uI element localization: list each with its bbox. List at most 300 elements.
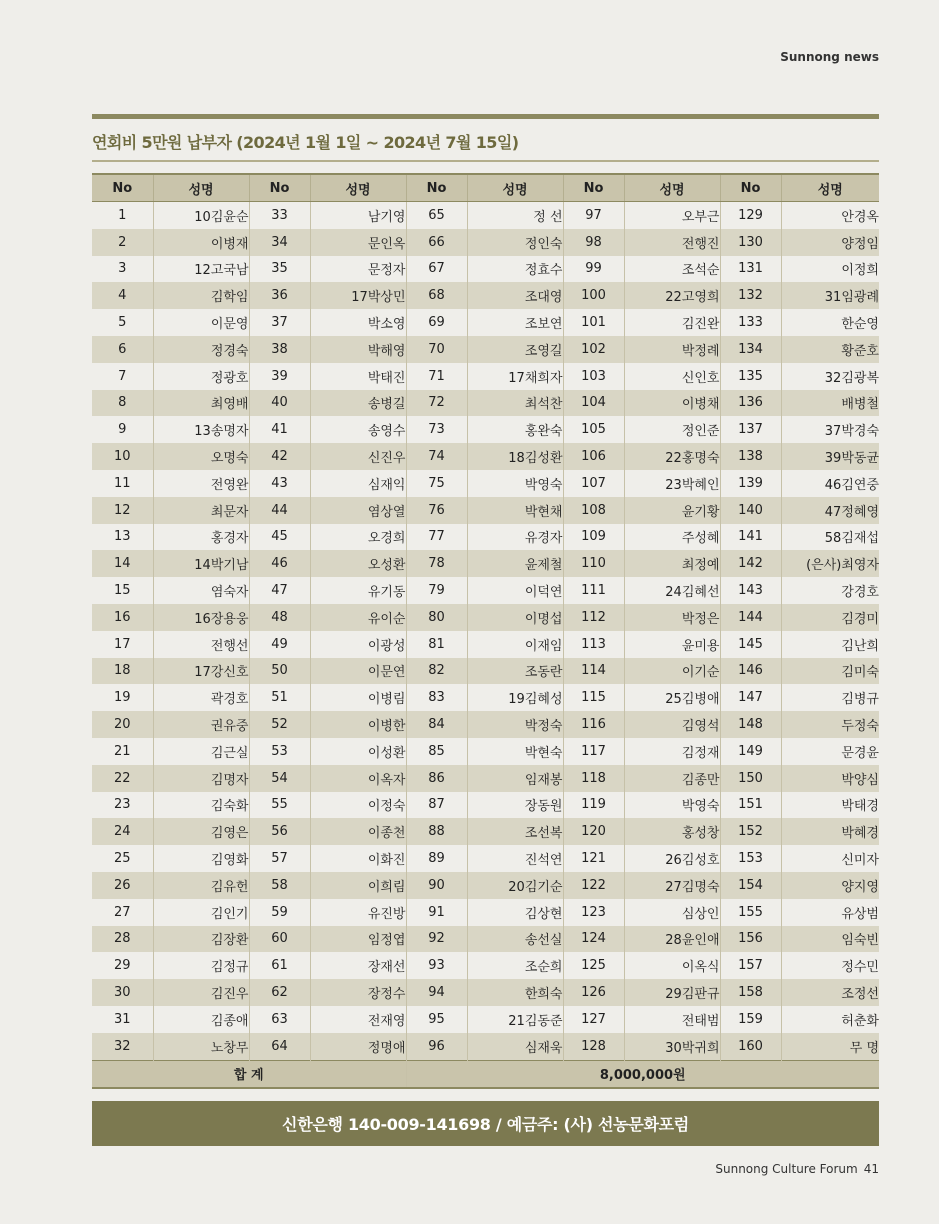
member-number: 123: [563, 899, 624, 926]
member-name: 박해영: [310, 336, 406, 363]
member-number: 17: [113, 636, 131, 652]
table-row: [92, 658, 879, 685]
member-name: 주성혜: [624, 524, 720, 551]
member-name: 조동란: [467, 658, 563, 685]
member-number: 3: [118, 261, 127, 277]
member-number: 159: [720, 1006, 781, 1033]
table-row: [92, 524, 879, 551]
member-name: 이재임: [467, 631, 563, 658]
member-number: 15: [113, 583, 131, 599]
member-number: 92: [406, 926, 467, 953]
column-header-name: 성명: [153, 174, 249, 202]
table-row: [92, 899, 879, 926]
member-name: 조대영: [467, 282, 563, 309]
member-name: 양정임: [781, 229, 879, 256]
table-row: [92, 604, 879, 631]
member-number: 96: [406, 1033, 467, 1060]
table-row: [92, 792, 879, 819]
member-number: 42: [249, 443, 310, 470]
member-name: 안경옥: [781, 202, 879, 229]
member-number: 118: [563, 765, 624, 792]
member-number: 105: [563, 416, 624, 443]
member-name: 강경호: [781, 577, 879, 604]
bank-info-bar: [92, 1101, 879, 1146]
member-name: 김정규: [153, 952, 249, 979]
member-name: 유이순: [310, 604, 406, 631]
member-name: 박현숙: [467, 738, 563, 765]
member-name: 박현채: [467, 497, 563, 524]
member-name: 이병채: [624, 390, 720, 417]
member-name: 조보연: [467, 309, 563, 336]
member-number: 10: [92, 443, 153, 470]
member-number: 154: [720, 872, 781, 899]
member-name: 21김동준: [467, 1006, 563, 1033]
member-name: 심상인: [624, 899, 720, 926]
member-number: 88: [406, 818, 467, 845]
member-number: 157: [720, 952, 781, 979]
member-number: 5: [118, 315, 127, 331]
member-number: 81: [406, 631, 467, 658]
member-name: 이종천: [310, 818, 406, 845]
member-number: 21: [113, 743, 131, 759]
member-number: 29: [113, 958, 131, 974]
member-number: 34: [249, 229, 310, 256]
member-name: 이병한: [310, 711, 406, 738]
member-name: 39박동균: [781, 443, 879, 470]
member-name: 박태진: [310, 363, 406, 390]
member-number: 147: [720, 684, 781, 711]
member-number: 75: [406, 470, 467, 497]
table-row: [92, 416, 879, 443]
member-number: 12: [92, 497, 153, 524]
member-name: 이병림: [310, 684, 406, 711]
member-number: 8: [92, 390, 153, 417]
member-number: 26: [92, 872, 153, 899]
member-number: 47: [249, 577, 310, 604]
member-name: 22고영희: [624, 282, 720, 309]
table-row: [92, 738, 879, 765]
footer-label: Sunnong Culture Forum: [715, 1162, 858, 1176]
member-number: 130: [720, 229, 781, 256]
member-name: 13송명자: [153, 416, 249, 443]
member-name: 18김성환: [467, 443, 563, 470]
member-name: 이문영: [153, 309, 249, 336]
member-number: 87: [406, 792, 467, 819]
total-value: 8,000,000원: [406, 1060, 879, 1088]
member-name: 조석순: [624, 256, 720, 283]
member-name: 임재봉: [467, 765, 563, 792]
member-name: 문정자: [310, 256, 406, 283]
member-number: 86: [406, 765, 467, 792]
member-number: 27: [113, 904, 131, 920]
member-name: 윤제철: [467, 550, 563, 577]
member-number: 28: [92, 926, 153, 953]
member-number: 132: [720, 282, 781, 309]
column-header-name: 성명: [781, 174, 879, 202]
member-number: 158: [720, 979, 781, 1006]
member-name: 박정례: [624, 336, 720, 363]
table-row: [92, 336, 879, 363]
member-name: 김병규: [781, 684, 879, 711]
member-name: 최정예: [624, 550, 720, 577]
member-name: 문인옥: [310, 229, 406, 256]
member-number: 2: [92, 229, 153, 256]
table-row: [92, 229, 879, 256]
member-number: 109: [563, 524, 624, 551]
member-number: 131: [720, 256, 781, 283]
table-row: [92, 443, 879, 470]
member-name: 최영배: [153, 390, 249, 417]
member-name: 오경희: [310, 524, 406, 551]
member-name: 김진우: [153, 979, 249, 1006]
member-number: 124: [563, 926, 624, 953]
member-name: 58김재섭: [781, 524, 879, 551]
member-number: 80: [406, 604, 467, 631]
member-number: 78: [406, 550, 467, 577]
member-number: 1: [118, 207, 127, 223]
table-row: [92, 309, 879, 336]
member-number: 141: [720, 524, 781, 551]
page-number: 41: [863, 1162, 879, 1176]
table-row: [92, 872, 879, 899]
member-name: 12고국남: [153, 256, 249, 283]
member-number: 149: [720, 738, 781, 765]
member-name: 황준호: [781, 336, 879, 363]
member-name: 김장환: [153, 926, 249, 953]
member-number: 110: [563, 550, 624, 577]
member-name: 이광성: [310, 631, 406, 658]
table-row: [92, 577, 879, 604]
member-name: 양지영: [781, 872, 879, 899]
table-row: [92, 926, 879, 953]
member-name: 이희림: [310, 872, 406, 899]
table-body: [92, 202, 879, 1061]
member-number: 74: [406, 443, 467, 470]
member-number: 50: [249, 658, 310, 685]
member-number: 108: [563, 497, 624, 524]
member-number: 102: [563, 336, 624, 363]
member-name: 22홍명숙: [624, 443, 720, 470]
member-number: 137: [720, 416, 781, 443]
member-name: 이성환: [310, 738, 406, 765]
member-number: 120: [563, 818, 624, 845]
member-number: 142: [720, 550, 781, 577]
member-name: 정명애: [310, 1033, 406, 1060]
member-name: 46김연중: [781, 470, 879, 497]
member-name: 10김윤순: [153, 202, 249, 229]
member-number: 90: [406, 872, 467, 899]
member-name: 배병철: [781, 390, 879, 417]
member-name: 정 선: [467, 202, 563, 229]
member-number: 57: [249, 845, 310, 872]
table-row: [92, 282, 879, 309]
member-name: 염숙자: [153, 577, 249, 604]
member-number: 77: [406, 524, 467, 551]
member-number: 4: [92, 282, 153, 309]
member-name: 김종만: [624, 765, 720, 792]
member-name: 김학임: [153, 282, 249, 309]
member-name: 임숙빈: [781, 926, 879, 953]
member-number: 151: [720, 792, 781, 819]
member-number: 38: [249, 336, 310, 363]
member-number: 129: [720, 202, 781, 229]
member-name: 47정혜영: [781, 497, 879, 524]
member-name: 김영은: [153, 818, 249, 845]
member-number: 20: [92, 711, 153, 738]
column-header-no: No: [92, 174, 153, 202]
member-name: 17박상민: [310, 282, 406, 309]
member-number: 106: [563, 443, 624, 470]
member-name: 이병재: [153, 229, 249, 256]
member-number: 121: [563, 845, 624, 872]
member-name: 37박경숙: [781, 416, 879, 443]
member-number: 72: [406, 390, 467, 417]
member-number: 143: [720, 577, 781, 604]
member-number: 140: [720, 497, 781, 524]
member-name: 정효수: [467, 256, 563, 283]
member-number: 18: [92, 658, 153, 685]
member-number: 99: [563, 256, 624, 283]
member-number: 68: [406, 282, 467, 309]
member-name: 남기영: [310, 202, 406, 229]
member-name: 임정엽: [310, 926, 406, 953]
member-number: 128: [563, 1033, 624, 1060]
member-name: 김유헌: [153, 872, 249, 899]
title-rule: [92, 160, 879, 162]
member-number: 14: [92, 550, 153, 577]
member-name: 신진우: [310, 443, 406, 470]
member-number: 104: [563, 390, 624, 417]
member-number: 49: [249, 631, 310, 658]
member-number: 46: [249, 550, 310, 577]
member-name: 김정재: [624, 738, 720, 765]
member-name: 김난희: [781, 631, 879, 658]
member-name: 장정수: [310, 979, 406, 1006]
member-name: 조순희: [467, 952, 563, 979]
member-name: 장동원: [467, 792, 563, 819]
member-number: 31: [113, 1011, 131, 1027]
member-number: 139: [720, 470, 781, 497]
member-name: 노창무: [153, 1033, 249, 1060]
member-number: 126: [563, 979, 624, 1006]
column-header-name: 성명: [624, 174, 720, 202]
table-row: [92, 1006, 879, 1033]
member-name: 26김성호: [624, 845, 720, 872]
member-number: 63: [249, 1006, 310, 1033]
member-number: 95: [406, 1006, 467, 1033]
member-number: 55: [249, 792, 310, 819]
member-number: 145: [720, 631, 781, 658]
member-name: 유상범: [781, 899, 879, 926]
member-name: 이문연: [310, 658, 406, 685]
member-name: 유기동: [310, 577, 406, 604]
member-number: 98: [563, 229, 624, 256]
member-name: 김근실: [153, 738, 249, 765]
member-name: 19김혜성: [467, 684, 563, 711]
member-name: 박양심: [781, 765, 879, 792]
member-number: 138: [720, 443, 781, 470]
member-number: 45: [249, 524, 310, 551]
donor-table: [92, 173, 879, 1089]
member-name: 28윤인애: [624, 926, 720, 953]
member-name: 장재선: [310, 952, 406, 979]
member-name: 오성환: [310, 550, 406, 577]
table-row: [92, 363, 879, 390]
member-number: 13: [113, 529, 131, 545]
member-number: 48: [249, 604, 310, 631]
member-name: 홍경자: [153, 524, 249, 551]
column-header-no: No: [249, 174, 310, 202]
member-number: 59: [249, 899, 310, 926]
member-number: 93: [406, 952, 467, 979]
column-header-no: No: [406, 174, 467, 202]
member-name: 문경윤: [781, 738, 879, 765]
member-name: 박태경: [781, 792, 879, 819]
member-name: 김명자: [153, 765, 249, 792]
member-name: 진석연: [467, 845, 563, 872]
member-number: 89: [406, 845, 467, 872]
table-row: [92, 256, 879, 283]
member-name: 유진방: [310, 899, 406, 926]
member-name: 정광호: [153, 363, 249, 390]
member-name: 송영수: [310, 416, 406, 443]
member-number: 58: [249, 872, 310, 899]
member-number: 135: [720, 363, 781, 390]
member-name: 17강신호: [153, 658, 249, 685]
member-number: 25: [113, 851, 131, 867]
member-name: 23박혜인: [624, 470, 720, 497]
section-title: 연회비 5만원 납부자 (2024년 1월 1일 ~ 2024년 7월 15일): [92, 133, 519, 152]
member-name: 송선실: [467, 926, 563, 953]
member-name: 김진완: [624, 309, 720, 336]
total-label: 합 계: [92, 1060, 406, 1088]
table-row: [92, 202, 879, 229]
header-label: Sunnong news: [780, 50, 879, 64]
member-name: 24김혜선: [624, 577, 720, 604]
table-row: [92, 631, 879, 658]
member-number: 97: [563, 202, 624, 229]
member-name: 김종애: [153, 1006, 249, 1033]
member-number: 116: [563, 711, 624, 738]
member-name: 17채희자: [467, 363, 563, 390]
member-name: 심재욱: [467, 1033, 563, 1060]
member-name: 이옥식: [624, 952, 720, 979]
table-total-row: [92, 1060, 879, 1088]
member-name: 김경미: [781, 604, 879, 631]
member-number: 40: [249, 390, 310, 417]
member-name: 유경자: [467, 524, 563, 551]
column-header-name: 성명: [467, 174, 563, 202]
member-number: 24: [92, 818, 153, 845]
footer: [715, 1162, 879, 1176]
member-number: 122: [563, 872, 624, 899]
table-row: [92, 550, 879, 577]
table-row: [92, 390, 879, 417]
member-number: 85: [406, 738, 467, 765]
member-number: 134: [720, 336, 781, 363]
member-number: 91: [406, 899, 467, 926]
member-name: 조선복: [467, 818, 563, 845]
member-number: 7: [118, 368, 127, 384]
column-header-name: 성명: [310, 174, 406, 202]
member-number: 61: [249, 952, 310, 979]
member-name: 27김명숙: [624, 872, 720, 899]
member-number: 112: [563, 604, 624, 631]
member-number: 62: [249, 979, 310, 1006]
member-number: 65: [406, 202, 467, 229]
member-name: 31임광례: [781, 282, 879, 309]
member-number: 119: [563, 792, 624, 819]
table-row: [92, 765, 879, 792]
member-name: 정인준: [624, 416, 720, 443]
member-name: 정인숙: [467, 229, 563, 256]
member-number: 113: [563, 631, 624, 658]
member-number: 79: [406, 577, 467, 604]
member-name: 정경숙: [153, 336, 249, 363]
top-rule: [92, 114, 879, 119]
member-name: 곽경호: [153, 684, 249, 711]
member-number: 127: [563, 1006, 624, 1033]
member-number: 144: [720, 604, 781, 631]
member-number: 51: [249, 684, 310, 711]
member-number: 107: [563, 470, 624, 497]
table-row: [92, 818, 879, 845]
member-number: 133: [720, 309, 781, 336]
member-name: (은사)최영자: [781, 550, 879, 577]
member-number: 16: [92, 604, 153, 631]
member-name: 오명숙: [153, 443, 249, 470]
table-row: [92, 1033, 879, 1060]
member-name: 박정숙: [467, 711, 563, 738]
member-name: 전행선: [153, 631, 249, 658]
member-name: 홍완숙: [467, 416, 563, 443]
member-number: 44: [249, 497, 310, 524]
member-number: 153: [720, 845, 781, 872]
member-name: 14박기남: [153, 550, 249, 577]
member-number: 66: [406, 229, 467, 256]
member-name: 조정선: [781, 979, 879, 1006]
member-number: 148: [720, 711, 781, 738]
member-name: 김상현: [467, 899, 563, 926]
member-name: 이기순: [624, 658, 720, 685]
member-name: 전행진: [624, 229, 720, 256]
member-name: 박영숙: [467, 470, 563, 497]
member-number: 52: [249, 711, 310, 738]
member-name: 이명섭: [467, 604, 563, 631]
member-number: 82: [406, 658, 467, 685]
member-name: 오부근: [624, 202, 720, 229]
member-name: 송병길: [310, 390, 406, 417]
member-name: 최석찬: [467, 390, 563, 417]
member-number: 146: [720, 658, 781, 685]
member-number: 19: [113, 690, 131, 706]
member-number: 23: [113, 797, 131, 813]
member-name: 최문자: [153, 497, 249, 524]
member-number: 53: [249, 738, 310, 765]
member-name: 윤미용: [624, 631, 720, 658]
member-number: 101: [563, 309, 624, 336]
member-name: 20김기순: [467, 872, 563, 899]
member-number: 103: [563, 363, 624, 390]
member-name: 조영길: [467, 336, 563, 363]
member-name: 권유중: [153, 711, 249, 738]
member-name: 김영화: [153, 845, 249, 872]
table-row: [92, 497, 879, 524]
table-row: [92, 711, 879, 738]
member-name: 한순영: [781, 309, 879, 336]
member-number: 41: [249, 416, 310, 443]
member-name: 이정희: [781, 256, 879, 283]
